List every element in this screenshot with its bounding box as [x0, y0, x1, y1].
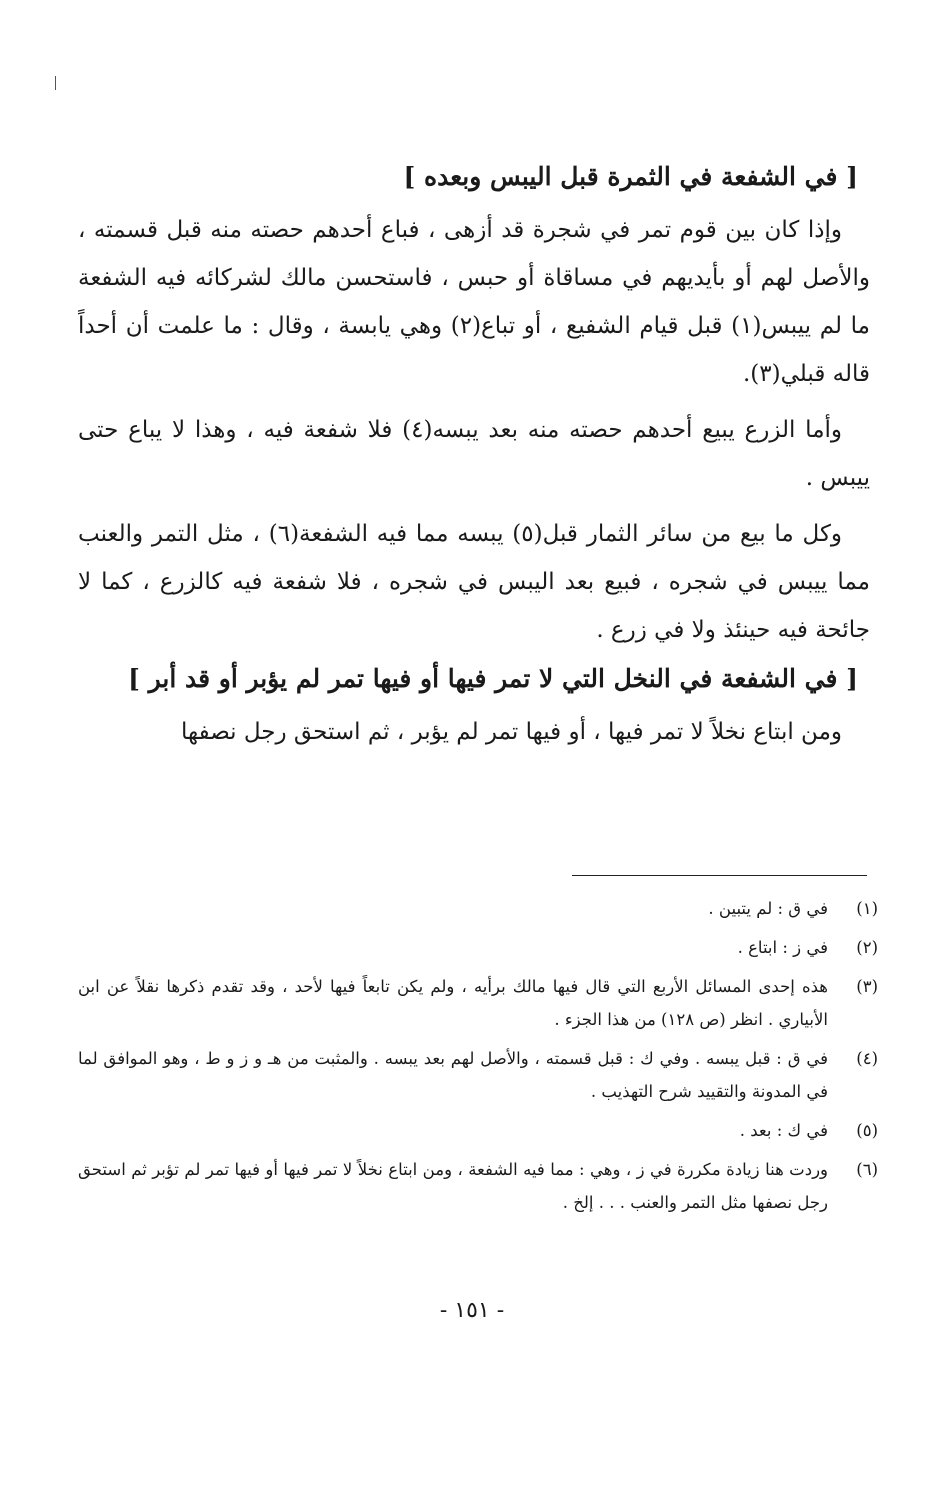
main-text [78, 160, 870, 764]
footnote-text: وردت هنا زيادة مكررة في ز ، وهي : مما فيه الشفعة ، ومن ابتاع نخلاً لا تمر فيها أو فيها تمر لم تؤبر ثم استحق رجل نصفها مثل التمر والعنب . . . إلخ . [78, 1160, 828, 1212]
footnote-number: (٤) [856, 1049, 878, 1068]
footnote-4 [78, 1042, 878, 1108]
footnote-number: (٣) [856, 977, 878, 996]
paragraph-2: وأما الزرع يبيع أحدهم حصته منه بعد يبسه(٤) فلا شفعة فيه ، وهذا لا يباع حتى ييبس . [78, 417, 870, 491]
footnote-text: في ك : بعد . [739, 1121, 828, 1140]
footnote-text: في ق : لم يتبين . [708, 899, 828, 918]
footnote-text: في ز : ابتاع . [737, 938, 828, 957]
footnote-2 [78, 931, 878, 964]
footnote-1 [78, 892, 878, 925]
paragraph-1: وإذا كان بين قوم تمر في شجرة قد أزهى ، فباع أحدهم حصته منه قبل قسمته ، والأصل لهم أو بأيديهم في مساقاة أو حبس ، فاستحسن مالك لشركائه فيه الشفعة ما لم ييبس(١) قبل قيام الشفيع ، أو تباع(٢) وهي يابسة ، وقال : ما علمت أن أحداً قاله قبلي(٣). [78, 217, 871, 387]
footnote-number: (١) [856, 899, 878, 918]
footnote-5 [78, 1114, 878, 1147]
footnote-separator [572, 875, 867, 876]
footnote-6 [78, 1153, 878, 1219]
footnote-number: (٦) [856, 1160, 878, 1179]
footnote-number: (٥) [856, 1121, 878, 1140]
paragraph-3: وكل ما بيع من سائر الثمار قبل(٥) يبسه مما فيه الشفعة(٦) ، مثل التمر والعنب مما ييبس في شجره ، فبيع بعد اليبس في شجره ، فلا شفعة فيه كالزرع ، كما لا جائحة فيه حينئذ ولا في زرع . [78, 521, 870, 643]
footnote-text: في ق : قبل يبسه . وفي ك : قبل قسمته ، والأصل لهم بعد يبسه . والمثبت من هـ و ز و ط ، وهو الموافق لما في المدونة والتقييد شرح التهذيب . [78, 1049, 828, 1101]
footnote-number: (٢) [856, 938, 878, 957]
section-heading-1: [ في الشفعة في الثمرة قبل اليبس وبعده ] [403, 162, 858, 191]
footnote-3 [78, 970, 878, 1036]
section-heading-2: [ في الشفعة في النخل التي لا تمر فيها أو فيها تمر لم يؤبر أو قد أبر ] [128, 664, 858, 693]
margin-mark [55, 76, 56, 90]
paragraph-4: ومن ابتاع نخلاً لا تمر فيها ، أو فيها تمر لم يؤبر ، ثم استحق رجل نصفها [180, 719, 842, 745]
footnotes [78, 892, 878, 1225]
page-number: - ١٥١ - [439, 1298, 505, 1323]
footnote-text: هذه إحدى المسائل الأربع التي قال فيها مالك برأيه ، ولم يكن تابعاً فيها لأحد ، وقد تقدم ذكرها نقلاً عن ابن الأبياري . انظر (ص ١٢٨) من هذا الجزء . [78, 977, 828, 1029]
